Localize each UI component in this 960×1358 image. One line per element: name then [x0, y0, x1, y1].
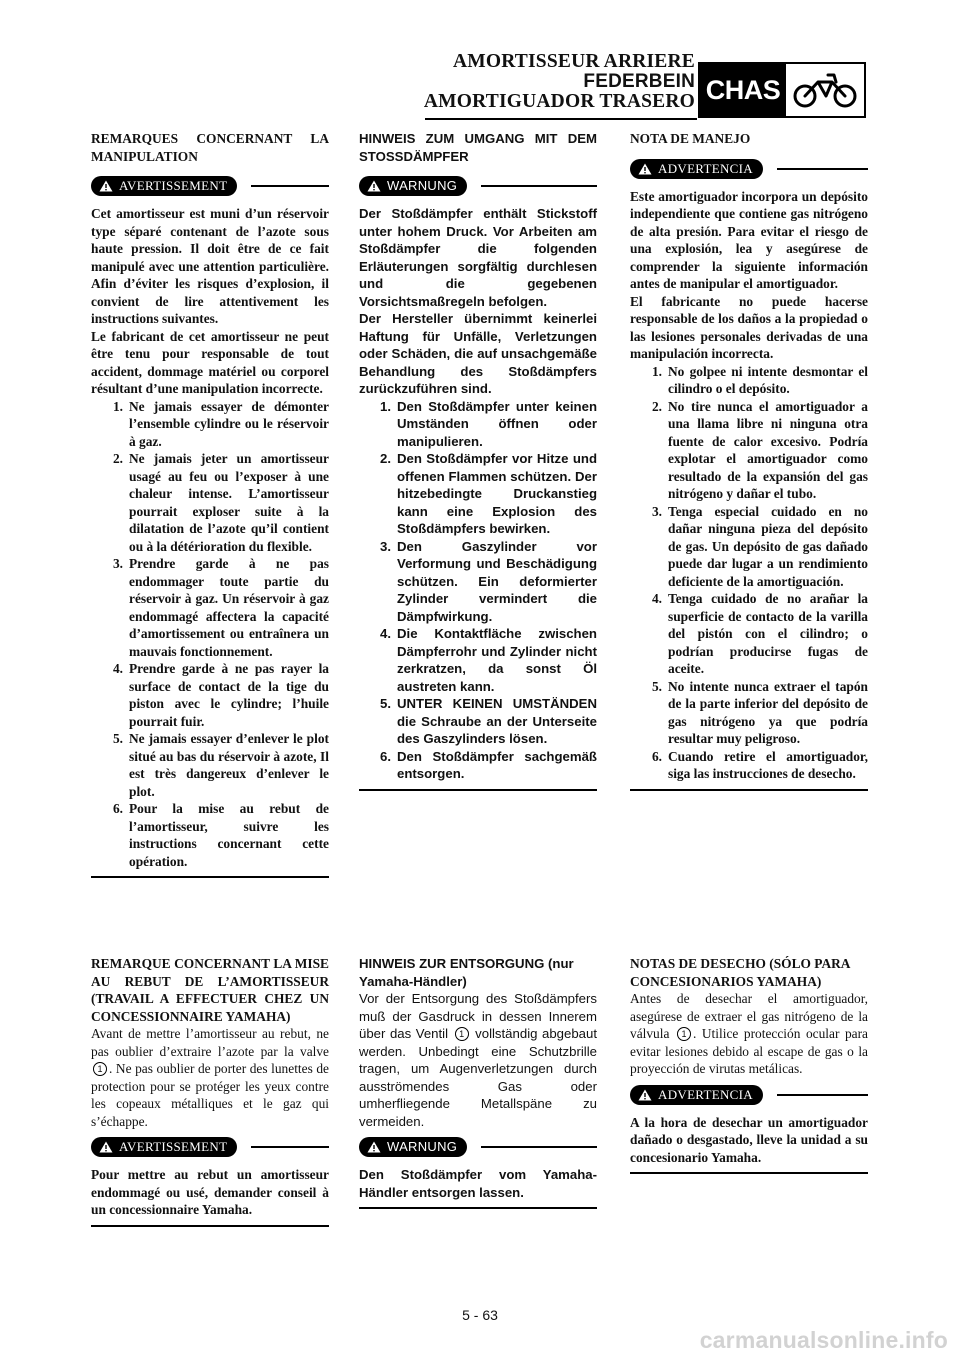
de-disposal-warning-bar — [359, 1136, 597, 1158]
warning-icon — [99, 180, 113, 192]
de-disposal-text: Vor der Entsorgung des Stoßdämpfers muß der Gasdruck in dessen Innerem über das Ventil 1 vollständig abgebaut werden. Unbedingt eine Schutzbrille tragen, um Augenverletzungen durch ausströmendes Gas oder umherfliegende Metallspäne zu vermeiden. — [359, 991, 598, 1129]
fr-items-list — [91, 398, 329, 871]
section-end-rule — [91, 876, 329, 878]
section-end-rule — [91, 1225, 329, 1227]
es-disclaimer: El fabricante no puede hacerse responsable de los daños a la propiedad o las lesiones personales derivadas de una manipulación incorrecta. — [630, 293, 868, 361]
es-disposal-heading: NOTAS DE DESECHO (SÓLO PARA CONCESIONARIOS YAMAHA) — [630, 956, 850, 989]
de-intro: Der Stoßdämpfer enthält Stickstoff unter hohem Druck. Vor Arbeiten am Stoßdämpfer die folgenden Erläuterungen sorgfältig durchlesen und die gegebenen Vorsichtsmaßregeln befolgen. — [359, 206, 597, 309]
list-item: 2. Ne jamais jeter un amortisseur usagé au feu ou l’exposer à une chaleur intense. L’amortisseur pourrait exploser suite à la dilatation de l’azote qu’il contient ou à la détérioration du flexible. — [112, 451, 329, 554]
fr-manipulation-heading: REMARQUES CONCERNANT LA MANIPULATION — [91, 131, 329, 164]
es-manipulation-section — [630, 130, 868, 791]
de-disclaimer: Der Hersteller übernimmt keinerlei Haftung für Unfälle, Verletzungen oder Schäden, die auf unsachgemäße Behandlung des Stoßdämpfers zurückzuführen sind. — [359, 311, 597, 396]
de-disposal-warning-text: Den Stoßdämpfer vom Yamaha-Händler entsorgen lassen. — [359, 1167, 597, 1200]
es-intro: Este amortiguador incorpora un depósito independiente que contiene gas nitrógeno de alta presión. Para evitar el riesgo de una explosión, lea y asegúrese de comprender la siguiente información antes de manipular el amortiguador. — [630, 188, 868, 291]
de-warning-label: WARNUNG — [387, 178, 458, 194]
warning-rule — [251, 185, 329, 187]
es-disposal-warning-text: A la hora de desechar un amortiguador dañado o desgastado, lleve la unidad a su concesionario Yamaha. — [630, 1114, 868, 1165]
header-title-fr: AMORTISSEUR ARRIERE — [452, 51, 695, 72]
section-end-rule — [630, 1172, 868, 1174]
list-item: 4. Tenga cuidado de no arañar la superficie de contacto de la varilla del pistón con el cilindro; o podrían producirse fugas de aceite. — [651, 591, 868, 676]
section-label: CHAS — [700, 64, 786, 116]
header-title-de: FEDERBEIN — [583, 71, 695, 92]
list-item: 5. Ne jamais essayer d’enlever le plot situé au bas du réservoir à azote, Il est très dangereux d’enlever le plot. — [112, 731, 329, 799]
fr-warning-bar — [91, 175, 329, 197]
section-end-rule — [630, 789, 868, 791]
de-disposal-section — [359, 955, 597, 1209]
fr-disclaimer: Le fabricant de cet amortisseur ne peut être tenu pour responsable de tout accident, dommage matériel ou corporel résultant d’une manipulation incorrecte. — [91, 328, 329, 396]
de-disposal-warning-label: WARNUNG — [387, 1139, 458, 1155]
warning-rule — [777, 168, 868, 170]
warning-rule — [481, 185, 597, 187]
fr-disposal-text: Avant de mettre l’amortisseur au rebut, ne pas oublier d’extraire l’azote par la valve 1 . Ne pas oublier de porter des lunettes de protection pour se protéger les yeux contre les copeaux métalliques et le gaz qui s’échappe. — [91, 1026, 329, 1129]
section-end-rule — [359, 1207, 597, 1209]
list-item: 5. UNTER KEINEN UMSTÄNDEN die Schraube an der Unterseite des Gaszylinders lösen. — [380, 696, 597, 746]
warning-icon — [638, 163, 652, 175]
list-item: 3. Prendre garde à ne pas endommager toute partie du réservoir à gaz. Un réservoir à gaz endommagé affectera la capacité d’amortissement ou entraînera un mauvais fonctionnement. — [112, 556, 329, 659]
warning-icon — [638, 1089, 652, 1101]
section-badge — [698, 62, 866, 118]
list-item: 1. No golpee ni intente desmontar el cilindro o el depósito. — [651, 363, 868, 396]
warning-rule — [251, 1146, 329, 1148]
list-item: 1. Den Stoßdämpfer unter keinen Umständen öffnen oder manipulieren. — [380, 398, 597, 449]
page-header-titles — [424, 52, 695, 112]
fr-manipulation-section — [91, 130, 329, 878]
warning-icon — [99, 1141, 113, 1153]
list-item: 3. Den Gaszylinder vor Verformung und Beschädigung schützen. Ein deformierter Zylinder vermindert die Dämpfwirkung. — [380, 538, 597, 624]
es-items-list — [630, 363, 868, 783]
header-title-es: AMORTIGUADOR TRASERO — [423, 91, 695, 112]
de-disposal-heading: HINWEIS ZUR ENTSORGUNG (nur Yamaha-Händler) — [359, 956, 574, 989]
fr-disposal-warning-label: AVERTISSEMENT — [119, 1139, 228, 1155]
es-disposal-section — [630, 955, 868, 1174]
es-warning-badge — [630, 159, 763, 179]
es-warning-bar — [630, 158, 868, 180]
es-warning-label: ADVERTENCIA — [658, 160, 753, 176]
de-items-list — [359, 398, 597, 783]
es-disposal-warning-bar — [630, 1084, 868, 1106]
list-item: 4. Prendre garde à ne pas rayer la surface de contact de la tige du piston avec le cylindre; l’huile pourrait fuir. — [112, 661, 329, 729]
fr-disposal-heading: REMARQUE CONCERNANT LA MISE AU REBUT DE L’AMORTISSEUR (TRAVAIL A EFFECTUER CHEZ UN CONCESSIONNAIRE YAMAHA) — [91, 956, 329, 1024]
list-item: 1. Ne jamais essayer de démonter l’ensemble cylindre ou le réservoir à gaz. — [112, 398, 329, 449]
fr-warning-badge — [91, 176, 237, 196]
list-item: 5. No intente nunca extraer el tapón de la parte inferior del depósito de gas nitrógeno ya que podría resultar muy peligroso. — [651, 678, 868, 746]
list-item: 2. No tire nunca el amortiguador a una llama libre ni ninguna otra fuente de calor excesivo. Podría explotar el amortiguador como resultado de la expansión del gas nitrógeno y dañar el tubo. — [651, 398, 868, 501]
header-rule — [425, 118, 697, 120]
warning-icon — [367, 1141, 381, 1153]
warning-rule — [777, 1094, 868, 1096]
de-warning-bar — [359, 175, 597, 197]
fr-disposal-warning-badge — [91, 1137, 237, 1157]
de-manipulation-heading: HINWEIS ZUM UMGANG MIT DEM STOSSDÄMPFER — [359, 131, 597, 164]
watermark: carmanualsonline.info — [699, 1327, 948, 1353]
de-warning-badge — [359, 176, 467, 196]
section-end-rule — [359, 789, 597, 791]
warning-rule — [481, 1146, 597, 1148]
list-item: 6. Pour la mise au rebut de l’amortisseur, suivre les instructions concernant cette opération. — [112, 801, 329, 869]
list-item: 6. Cuando retire el amortiguador, siga las instrucciones de desecho. — [651, 748, 868, 781]
de-manipulation-section — [359, 130, 597, 791]
callout-1: 1 — [93, 1062, 107, 1076]
callout-1: 1 — [455, 1027, 469, 1041]
motorcycle-icon — [786, 64, 864, 116]
list-item: 2. Den Stoßdämpfer vor Hitze und offenen Flammen schützen. Der hitzebedingte Druckanstieg kann eine Explosion des Stoßdämpfers bewirken. — [380, 451, 597, 536]
page-number: 5 - 63 — [462, 1307, 498, 1323]
de-disposal-warning-badge — [359, 1137, 467, 1157]
fr-disposal-warning-text: Pour mettre au rebut un amortisseur endommagé ou usé, demander conseil à un concessionnaire Yamaha. — [91, 1167, 329, 1217]
fr-disposal-section — [91, 955, 329, 1227]
list-item: 6. Den Stoßdämpfer sachgemäß entsorgen. — [380, 748, 597, 781]
es-manipulation-heading: NOTA DE MANEJO — [630, 131, 751, 146]
fr-warning-label: AVERTISSEMENT — [119, 178, 228, 194]
list-item: 4. Die Kontaktfläche zwischen Dämpferrohr und Zylinder nicht zerkratzen, da sonst Öl austreten kann. — [380, 626, 597, 694]
fr-disposal-warning-bar — [91, 1136, 329, 1158]
callout-1: 1 — [677, 1027, 691, 1041]
es-disposal-warning-label: ADVERTENCIA — [658, 1086, 753, 1102]
fr-intro: Cet amortisseur est muni d’un réservoir type séparé contenant de l’azote sous haute pression. Il doit être de ce fait manipulé avec une attention particulière. Afin d’éviter les risques d’explosion, il convient de lire attentivement les instructions suivantes. — [91, 206, 329, 326]
es-disposal-warning-badge — [630, 1085, 763, 1105]
es-disposal-text: Antes de desechar el amortiguador, asegúrese de extraer el gas nitrógeno de la válvula 1 . Utilice protección ocular para evitar lesiones debido al escape de gas o la proyección de virutas metálicas. — [630, 991, 868, 1076]
warning-icon — [367, 180, 381, 192]
list-item: 3. Tenga especial cuidado en no dañar ninguna pieza del depósito de gas. Un depósito de gas dañado puede dar lugar a un rendimiento deficiente de la amortiguación. — [651, 503, 868, 589]
